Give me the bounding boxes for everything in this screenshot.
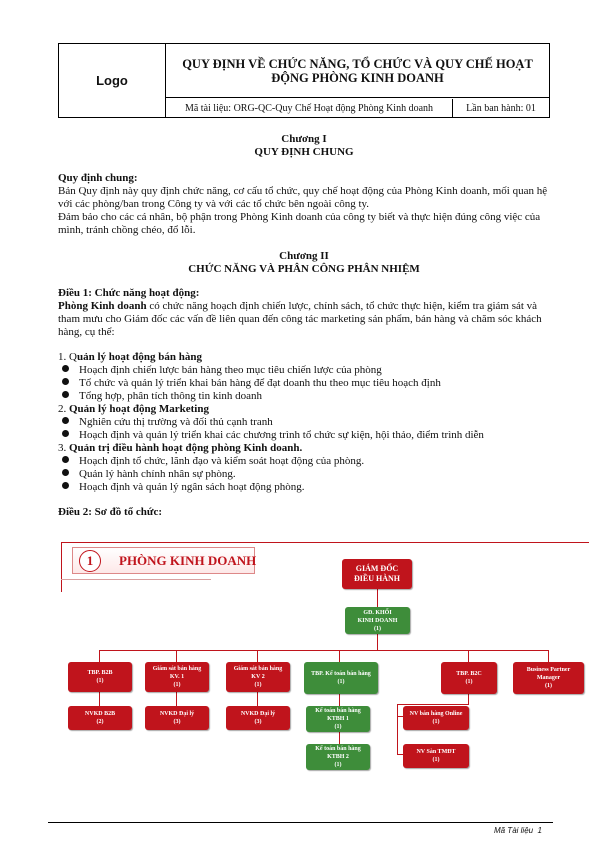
document-header-table (58, 43, 550, 118)
connector (397, 704, 469, 705)
b2b-head-box: TBP. B2B (1) (68, 662, 132, 692)
document-title: QUY ĐỊNH VỀ CHỨC NĂNG, TỔ CHỨC VÀ QUY CHẾ HOẠT ĐỘNG PHÒNG KINH DOANH (166, 44, 549, 98)
connector (377, 589, 378, 607)
connector (99, 650, 100, 662)
footer-doc-label: Mã Tài liệu (493, 826, 534, 835)
banner-left-line (61, 542, 62, 592)
connector (339, 650, 340, 662)
banner-title: PHÒNG KINH DOANH (119, 553, 257, 568)
article1-lead-bold: Phòng Kinh doanh (58, 300, 147, 312)
list-item: Tổ chức và quản lý triển khai bán hàng để đạt doanh thu theo mục tiêu hoạch định (62, 377, 441, 390)
sales-supervisor-1-box: Giám sát bán hàng KV. 1 (1) (145, 662, 209, 692)
footer (494, 826, 542, 835)
list-item: Hoạch định tổ chức, lãnh đạo và kiểm soát hoạt động của phòng. (62, 455, 364, 468)
document-code: Mã tài liệu: ORG-QC-Quy Chế Hoạt động Phòng Kinh doanh (166, 99, 453, 117)
ecommerce-staff-box: NV Sàn TMĐT (1) (403, 744, 469, 768)
section2-heading: 2. Quản lý hoạt động Marketing (58, 403, 209, 415)
connector (548, 650, 549, 662)
chapter2-label: Chương II (279, 250, 329, 262)
footer-divider (48, 822, 553, 823)
bullet-icon (62, 417, 69, 424)
section1-heading: 1. Quản lý hoạt động bán hàng (58, 351, 202, 363)
connector (176, 692, 177, 706)
connector (377, 634, 378, 650)
bullet-icon (62, 378, 69, 385)
connector (257, 650, 258, 662)
list-item: Nghiên cứu thị trường và đối thủ cạnh tranh (62, 416, 273, 429)
sales-accounting-head-box: TBP. Kế toán bán hàng (1) (304, 662, 378, 694)
department-banner (72, 547, 255, 574)
connector (99, 692, 100, 706)
org-chart (61, 532, 589, 782)
b2c-head-box: TBP. B2C (1) (441, 662, 497, 694)
general-paragraph-1: Bản Quy định này quy định chức năng, cơ cấu tổ chức, quy chế hoạt động của Phòng Kinh doanh, mối quan hệ với các phòng/ban trong Công ty và với các tổ chức bên ngoài công ty. (58, 185, 548, 210)
article1-lead (58, 300, 550, 339)
bullet-icon (62, 456, 69, 463)
connector (176, 650, 177, 662)
article2-heading: Điều 2: Sơ đồ tổ chức: (58, 506, 163, 518)
bullet-icon (62, 391, 69, 398)
article1-heading: Điều 1: Chức năng hoạt động: (58, 287, 200, 299)
list-item: Tổng hợp, phân tích thông tin kinh doanh (62, 390, 262, 403)
banner-underline (61, 579, 211, 580)
b2b-staff-box: NVKD B2B (2) (68, 706, 132, 730)
sales-supervisor-2-box: Giám sát bán hàng KV 2 (1) (226, 662, 290, 692)
agent-staff-1-box: NVKD Đại lý (3) (145, 706, 209, 730)
chapter2-title: CHỨC NĂNG VÀ PHÂN CÔNG PHÂN NHIỆM (188, 263, 420, 275)
director-box: GĐ. KHỐI KINH DOANH (1) (345, 607, 410, 634)
connector (99, 650, 548, 651)
connector (257, 692, 258, 706)
section3-heading: 3. Quản trị điều hành hoạt động phòng Kinh doanh. (58, 442, 303, 454)
list-item: Hoạch định và quản lý ngân sách hoạt động phòng. (62, 481, 304, 494)
logo-cell: Logo (59, 44, 166, 117)
chapter1-title: QUY ĐỊNH CHUNG (254, 146, 354, 158)
article1-lead-rest: có chức năng hoạch định chiến lược, chính sách, tổ chức thực hiện, kiểm tra giám sát và tham mưu cho Giám đốc các vấn đề liên quan đến công tác marketing sản phẩm, bán hàng và chăm sóc khách hàng, cụ thể: (58, 300, 542, 338)
agent-staff-2-box: NVKD Đại lý (3) (226, 706, 290, 730)
ceo-box: GIÁM ĐỐC ĐIỀU HÀNH (342, 559, 412, 589)
online-sales-staff-box: NV bán hàng Online (1) (403, 706, 469, 730)
general-heading: Quy định chung: (58, 172, 138, 184)
general-paragraph-2: Đảm bảo cho các cá nhân, bộ phận trong Phòng Kinh doanh của công ty biết và thực hiện đúng công việc của mình, tránh chồng chéo, đổ lỗi. (58, 211, 541, 236)
sales-accountant-1-box: Kế toán bán hàng KTBH 1 (1) (306, 706, 370, 732)
bullet-icon (62, 469, 69, 476)
list-item: Hoạch định chiến lược bán hàng theo mục tiêu chiến lược của phòng (62, 364, 382, 377)
connector (468, 694, 469, 704)
banner-top-line (61, 542, 589, 543)
connector (397, 704, 398, 754)
list-item: Hoạch định và quản lý triển khai các chương trình tổ chức sự kiện, hội thảo, điểm trình diễn (62, 429, 484, 442)
chapter1-label: Chương I (281, 133, 327, 145)
bullet-icon (62, 365, 69, 372)
document-version: Lần ban hành: 01 (466, 102, 536, 114)
banner-number-badge: 1 (79, 550, 101, 572)
sales-accountant-2-box: Kế toán bán hàng KTBH 2 (1) (306, 744, 370, 770)
list-item: Quản lý hành chính nhân sự phòng. (62, 468, 236, 481)
page-number: 1 (537, 826, 542, 835)
connector (468, 650, 469, 662)
bullet-icon (62, 430, 69, 437)
business-partner-manager-box: Business Partner Manager (1) (513, 662, 584, 694)
bullet-icon (62, 482, 69, 489)
